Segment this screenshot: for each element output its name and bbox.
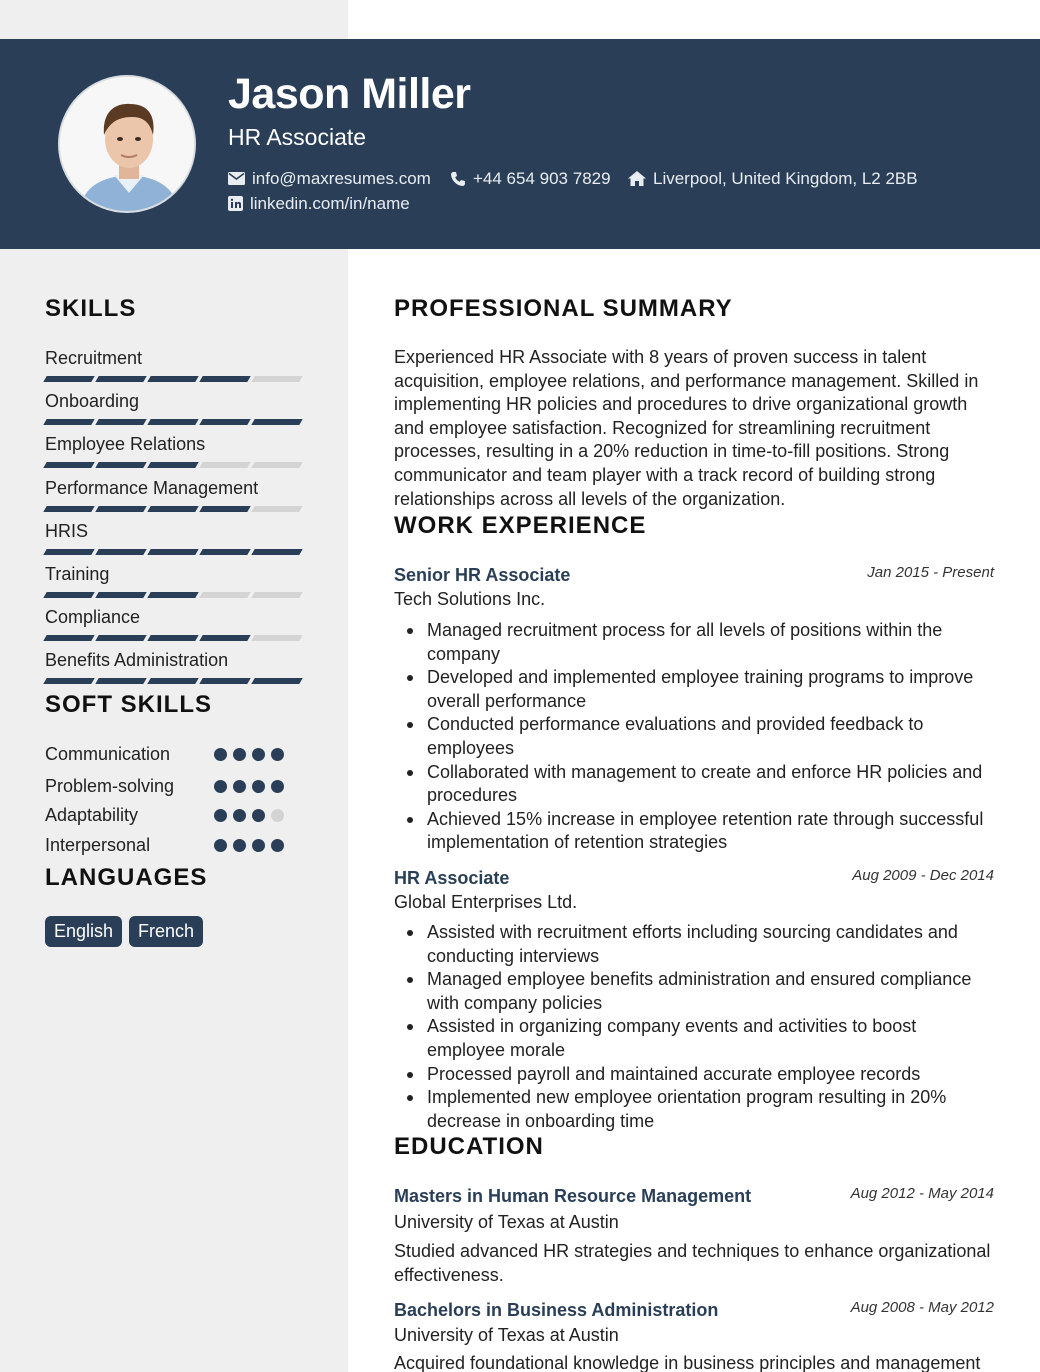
skill-level-segment	[43, 635, 94, 641]
skill-level-segment	[251, 549, 302, 555]
soft-skill-name: Communication	[45, 744, 171, 764]
rating-dot	[214, 809, 227, 822]
education-school: University of Texas at Austin	[394, 1212, 619, 1232]
job-role: HR Associate	[394, 868, 510, 888]
skill-name: Recruitment	[45, 348, 143, 368]
skill-level-segment	[147, 635, 198, 641]
contact-email-text: info@maxresumes.com	[252, 169, 431, 188]
home-icon	[628, 171, 646, 186]
rating-dot	[271, 748, 284, 761]
skill-level-segment	[199, 592, 250, 598]
education-school: University of Texas at Austin	[394, 1325, 619, 1345]
job-bullet: Implemented new employee orientation program resulting in 20% decrease in onboarding time	[394, 1086, 994, 1133]
candidate-name: Jason Miller	[228, 70, 471, 118]
envelope-icon	[228, 172, 245, 185]
education-description: Acquired foundational knowledge in business principles and management	[394, 1353, 981, 1372]
skill-name: Employee Relations	[45, 434, 206, 455]
skill-name: Compliance	[45, 607, 141, 628]
job-bullet: Achieved 15% increase in employee retention rate through successful implementation of retention strategies	[394, 808, 994, 855]
skill-level-segment	[199, 549, 250, 555]
skill-level-segment	[147, 376, 198, 382]
languages-heading: LANGUAGES	[45, 864, 208, 891]
rating-dot	[214, 839, 227, 852]
skill-level-segment	[95, 678, 146, 684]
skill-level-segment	[199, 506, 250, 512]
skill-level-segment	[95, 549, 146, 555]
job-bullet: Managed employee benefits administration and ensured compliance with company policies	[394, 968, 994, 1015]
rating-dot	[271, 839, 284, 852]
contact-linkedin-text: linkedin.com/in/name	[250, 194, 410, 213]
education-date: Aug 2012 - May 2014	[850, 1185, 994, 1202]
rating-dot	[214, 780, 227, 793]
job-company: Global Enterprises Ltd.	[394, 892, 578, 912]
skill-level-segment	[147, 506, 198, 512]
language-badge: English	[45, 916, 122, 947]
contact-phone[interactable]	[450, 170, 611, 187]
rating-dot	[271, 780, 284, 793]
skill-level-segment	[147, 592, 198, 598]
skill-level-segment	[95, 506, 146, 512]
skill-level-segment	[43, 506, 94, 512]
job-bullet: Processed payroll and maintained accurate employee records	[394, 1063, 994, 1087]
skill-level-segment	[199, 635, 250, 641]
skill-level-segment	[251, 462, 302, 468]
skill-level-segment	[251, 506, 302, 512]
job-date: Aug 2009 - Dec 2014	[852, 867, 994, 884]
education-heading: EDUCATION	[394, 1133, 544, 1160]
skill-level-segment	[95, 419, 146, 425]
contact-linkedin[interactable]	[228, 195, 410, 212]
skill-level-segment	[147, 419, 198, 425]
job-bullet: Managed recruitment process for all levels of positions within the company	[394, 619, 994, 666]
summary-heading: PROFESSIONAL SUMMARY	[394, 295, 733, 322]
skill-name: Performance Management	[45, 477, 259, 498]
skill-level-bar	[45, 506, 301, 512]
job-company: Tech Solutions Inc.	[394, 589, 546, 609]
languages-list	[45, 916, 203, 947]
job-bullet: Collaborated with management to create and enforce HR policies and procedures	[394, 761, 994, 808]
skill-level-segment	[199, 678, 250, 684]
rating-dot	[252, 748, 265, 761]
skill-level-segment	[43, 678, 94, 684]
skill-level-segment	[199, 376, 250, 382]
education-description: Studied advanced HR strategies and techniques to enhance organizational effectiveness.	[394, 1241, 991, 1285]
skill-level-bar	[45, 678, 301, 684]
skill-name: HRIS	[45, 520, 89, 541]
skill-level-bar	[45, 462, 301, 468]
skill-level-segment	[43, 592, 94, 598]
education-degree: Bachelors in Business Administration	[394, 1300, 719, 1320]
rating-dot	[233, 839, 246, 852]
education-degree: Masters in Human Resource Management	[394, 1186, 752, 1206]
skill-level-segment	[147, 549, 198, 555]
soft-skill-rating	[214, 780, 284, 793]
rating-dot	[252, 839, 265, 852]
soft-skills-heading: SOFT SKILLS	[45, 691, 212, 718]
skill-level-segment	[95, 376, 146, 382]
phone-icon	[450, 171, 466, 187]
experience-heading: WORK EXPERIENCE	[394, 512, 647, 539]
skill-level-segment	[251, 419, 302, 425]
rating-dot	[252, 809, 265, 822]
soft-skill-rating	[214, 809, 284, 822]
skill-level-bar	[45, 592, 301, 598]
soft-skill-name: Problem-solving	[45, 776, 175, 796]
contact-email[interactable]	[228, 170, 431, 187]
resume-header	[0, 39, 1040, 249]
skill-level-segment	[251, 678, 302, 684]
job-bullet: Conducted performance evaluations and provided feedback to employees	[394, 713, 994, 760]
rating-dot	[252, 780, 265, 793]
skill-level-bar	[45, 635, 301, 641]
contact-address-text: Liverpool, United Kingdom, L2 2BB	[653, 169, 918, 188]
skill-level-segment	[251, 592, 302, 598]
language-badge: French	[129, 916, 203, 947]
linkedin-icon	[228, 196, 243, 211]
skill-level-segment	[251, 635, 302, 641]
rating-dot	[233, 809, 246, 822]
soft-skill-name: Adaptability	[45, 805, 139, 825]
job-bullet: Assisted with recruitment efforts including sourcing candidates and conducting interviews	[394, 921, 994, 968]
soft-skill-rating	[214, 748, 284, 761]
skill-level-segment	[147, 678, 198, 684]
skills-heading: SKILLS	[45, 295, 137, 322]
skill-name: Onboarding	[45, 391, 140, 412]
skill-level-segment	[95, 592, 146, 598]
rating-dot	[233, 780, 246, 793]
summary-text: Experienced HR Associate with 8 years of proven success in talent acquisition, employee relations, and performance management. Skilled in implementing HR policies and procedures to drive organizational growth and employee satisfaction. Recognized for streamlining recruitment processes, resulting in a 20% reduction in time-to-fill positions. Strong communicator and team player with a track record of building strong relationships across all levels of the organization.	[394, 347, 979, 509]
job-date: Jan 2015 - Present	[867, 564, 994, 581]
skill-level-segment	[43, 419, 94, 425]
rating-dot	[271, 809, 284, 822]
contact-address	[628, 170, 918, 187]
skill-level-bar	[45, 419, 301, 425]
skill-name: Training	[45, 564, 110, 584]
skill-level-segment	[43, 549, 94, 555]
skill-level-segment	[147, 462, 198, 468]
job-bullet: Assisted in organizing company events and activities to boost employee morale	[394, 1015, 994, 1062]
job-bullet: Developed and implemented employee training programs to improve overall performance	[394, 666, 994, 713]
skill-level-segment	[95, 462, 146, 468]
skill-level-bar	[45, 376, 301, 382]
skill-level-segment	[199, 462, 250, 468]
job-bullets	[394, 921, 994, 1133]
rating-dot	[233, 748, 246, 761]
skill-level-segment	[43, 376, 94, 382]
candidate-title: HR Associate	[228, 124, 367, 150]
skill-level-segment	[199, 419, 250, 425]
skill-level-segment	[251, 376, 302, 382]
rating-dot	[214, 748, 227, 761]
skill-level-segment	[43, 462, 94, 468]
education-date: Aug 2008 - May 2012	[850, 1299, 994, 1316]
skill-level-segment	[95, 635, 146, 641]
soft-skill-rating	[214, 839, 284, 852]
skill-name: Benefits Administration	[45, 650, 229, 671]
contact-phone-text: +44 654 903 7829	[473, 169, 611, 188]
skill-level-bar	[45, 549, 301, 555]
job-bullets	[394, 619, 994, 855]
job-role: Senior HR Associate	[394, 565, 571, 585]
soft-skill-name: Interpersonal	[45, 835, 151, 855]
avatar	[58, 75, 196, 213]
